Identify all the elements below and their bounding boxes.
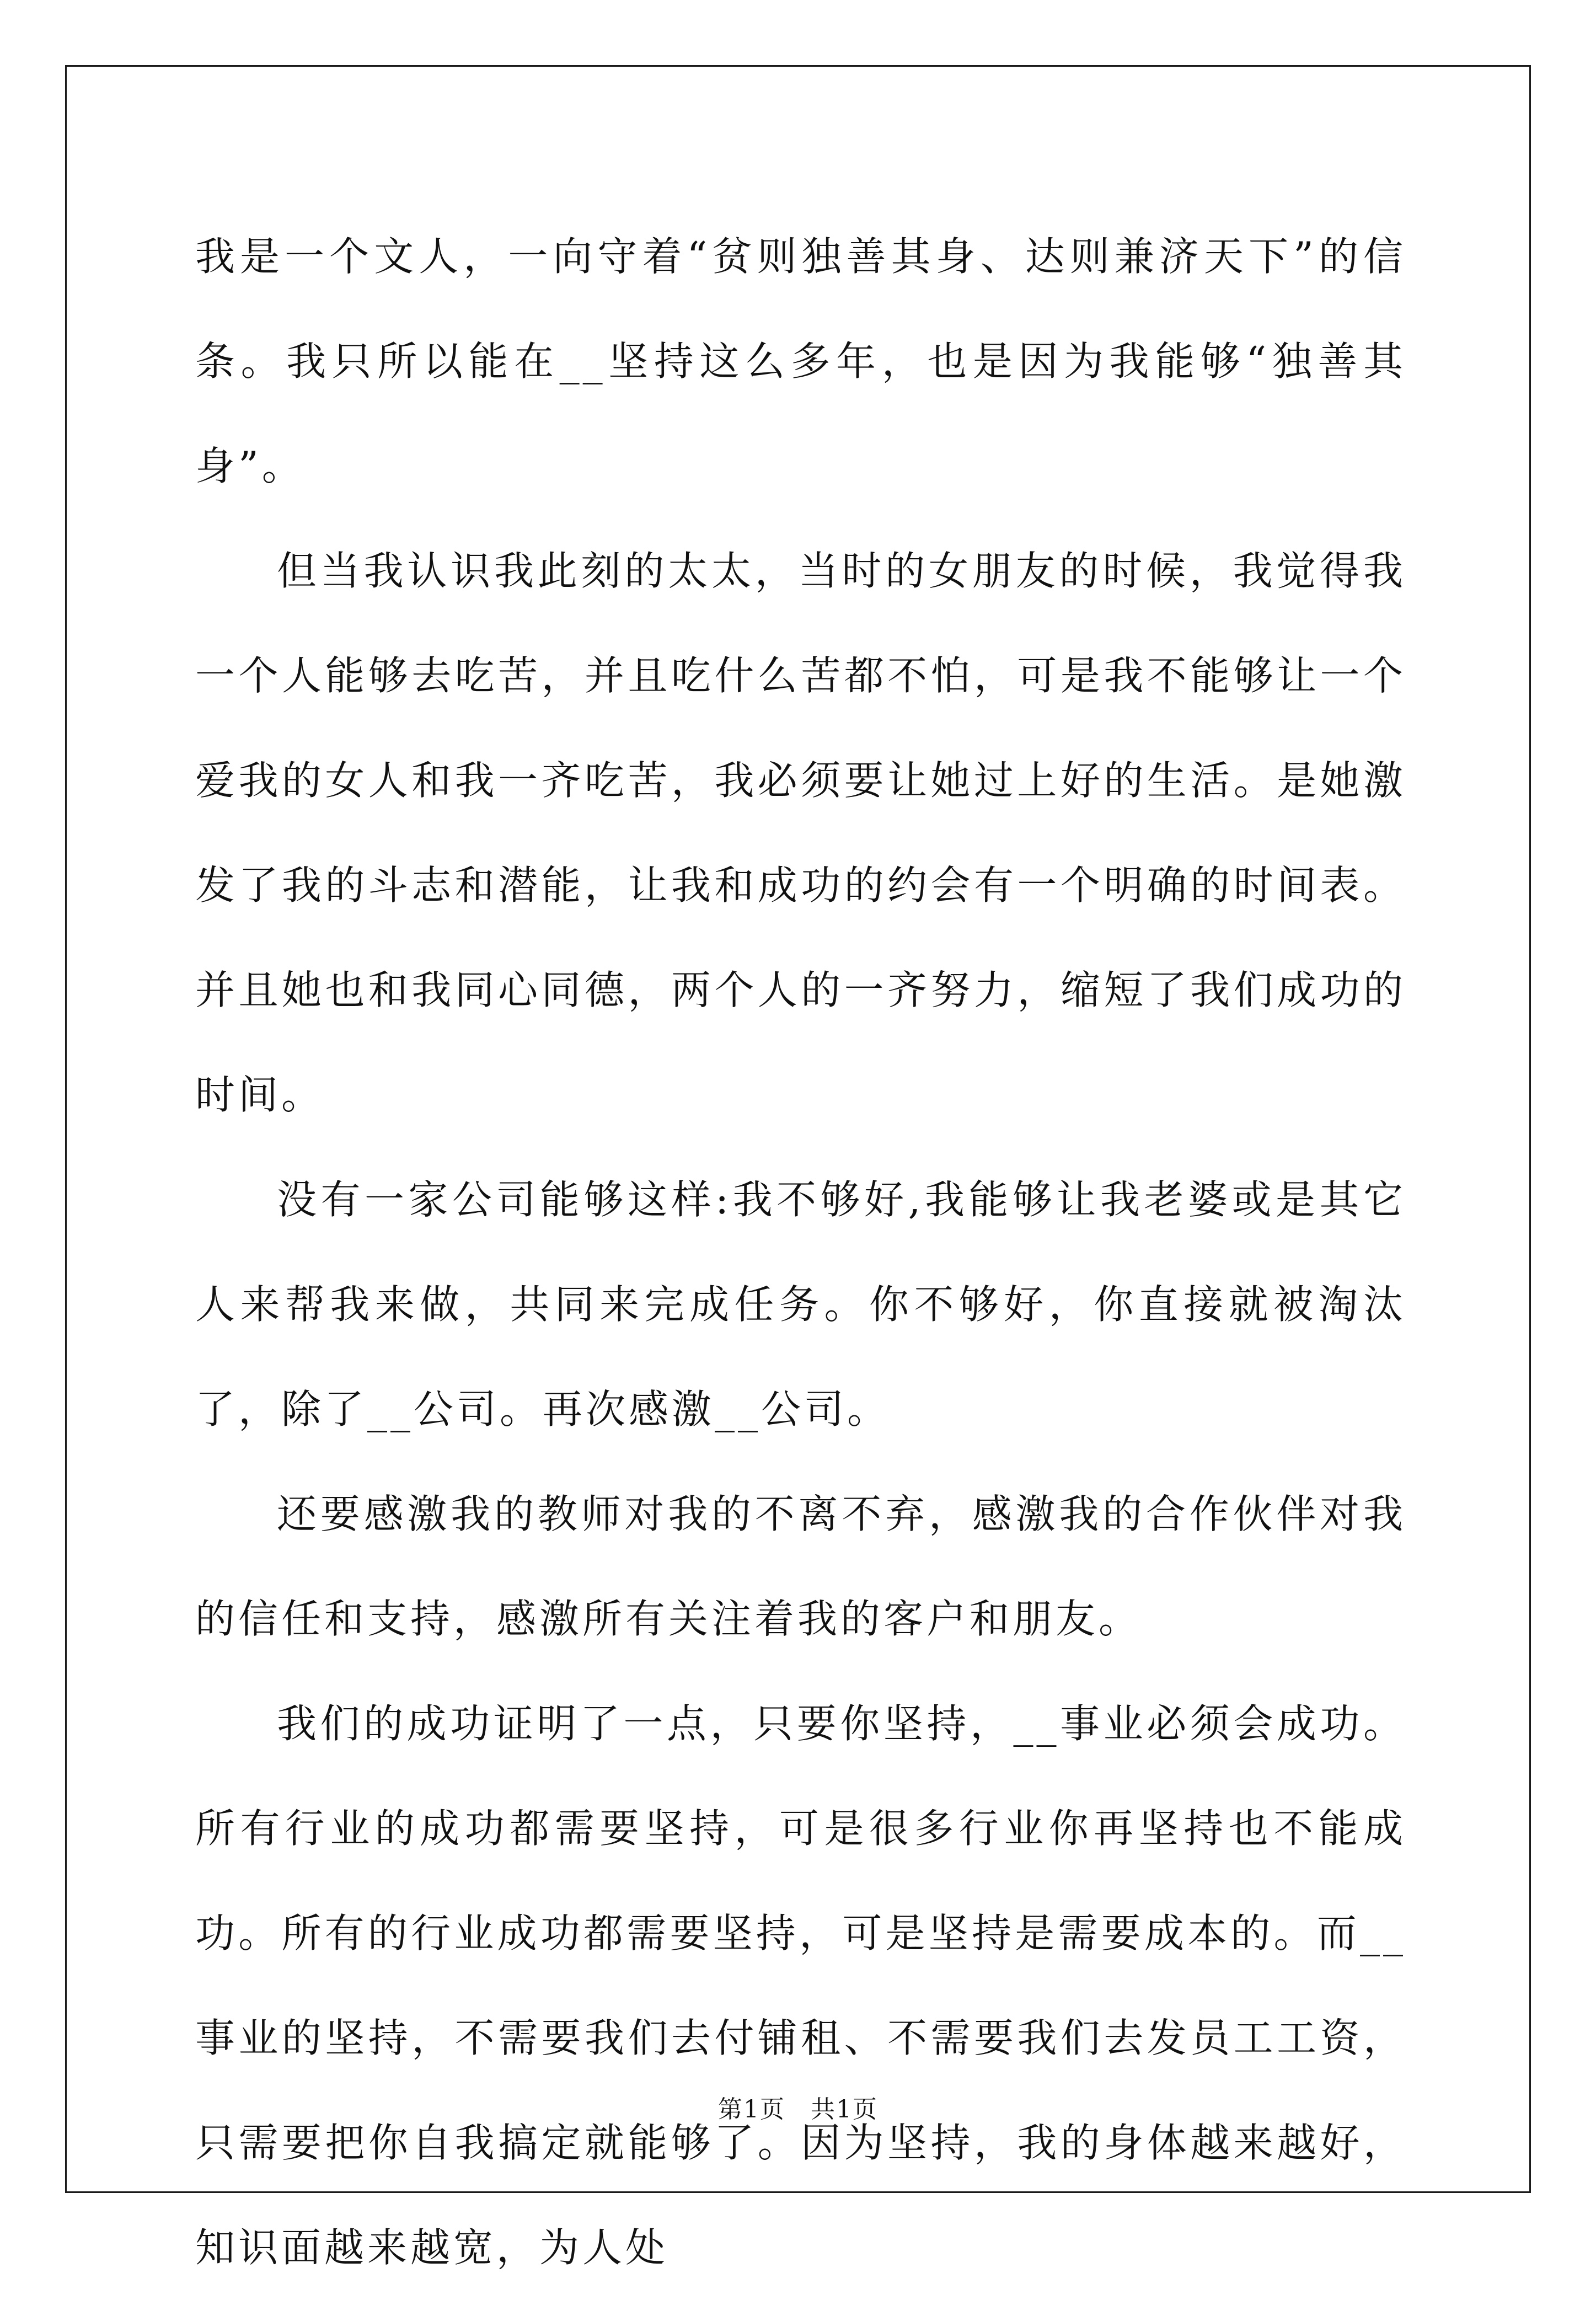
paragraph-3: 没有一家公司能够这样:我不够好,我能够让我老婆或是其它人来帮我来做，共同来完成任务。你不够好，你直接就被淘汰了，除了__公司。再次感激__公司。 [195,1176,1406,1432]
paragraph-5: 我们的成功证明了一点，只要你坚持，__事业必须会成功。所有行业的成功都需要坚持，可是很多行业你再坚持也不能成功。所有的行业成功都需要坚持，可是坚持是需要成本的。而__事业的坚持，不需要我们去付铺租、不需要我们去发员工工资，只需要把你自我搞定就能够了。因为坚持，我的身体越来越好，知识面越来越宽，为人处 [195,1700,1406,2271]
paragraph-1: 我是一个文人，一向守着“贫则独善其身、达则兼济天下”的信条。我只所以能在__坚持这么多年，也是因为我能够“独善其身”。 [195,233,1406,489]
paragraph-4: 还要感激我的教师对我的不离不弃，感激我的合作伙伴对我的信任和支持，感激所有关注着我的客户和朋友。 [195,1491,1406,1642]
document-body [195,204,1406,2300]
paragraph-2: 但当我认识我此刻的太太，当时的女朋友的时候，我觉得我一个人能够去吃苦，并且吃什么苦都不怕，可是我不能够让一个爱我的女人和我一齐吃苦，我必须要让她过上好的生活。是她激发了我的斗志和潜能，让我和成功的约会有一个明确的时间表。并且她也和我同心同德，两个人的一齐努力，缩短了我们成功的时间。 [195,548,1406,1118]
page-number-footer: 第1页 共1页 [718,2095,878,2124]
